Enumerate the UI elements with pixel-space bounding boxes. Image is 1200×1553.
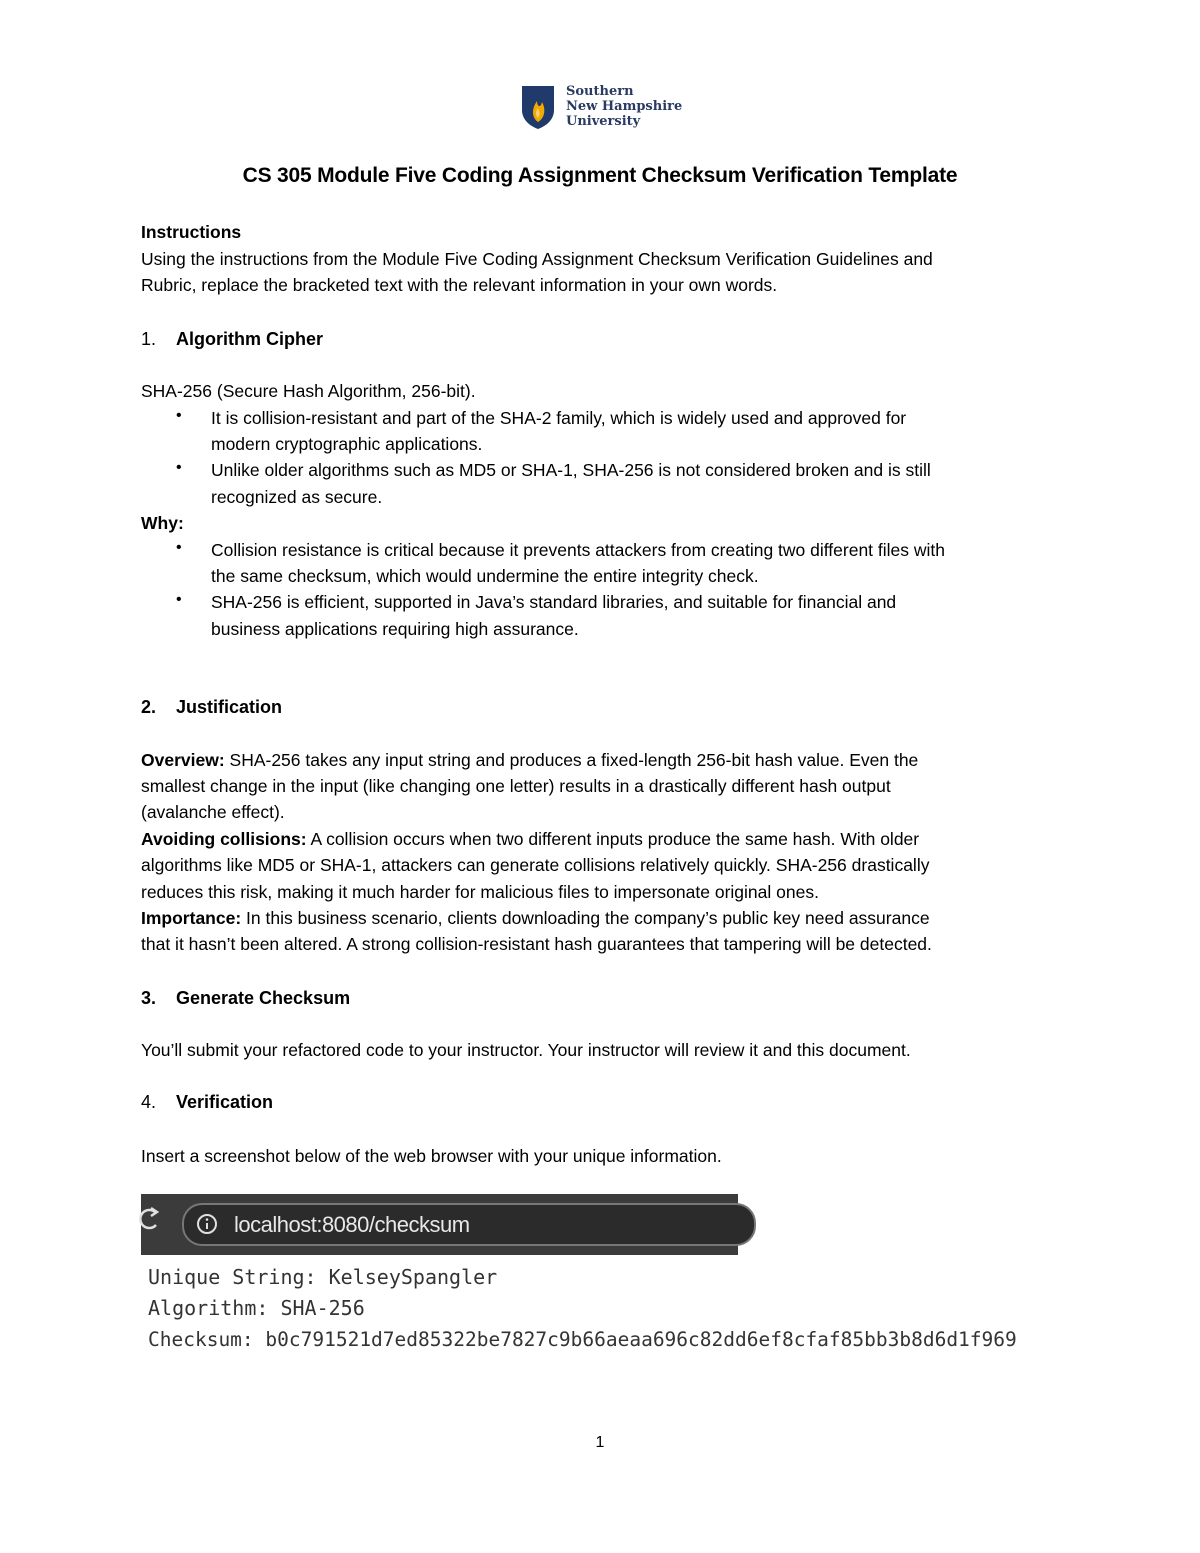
url-text: localhost:8080/checksum <box>234 1212 470 1237</box>
overview-line: (avalanche effect). <box>141 802 285 822</box>
output-unique-string: Unique String: KelseySpangler <box>148 1265 498 1289</box>
url-bar <box>182 1203 756 1246</box>
section-heading-justification: Justification <box>176 697 283 717</box>
why-label: Why: <box>141 513 184 533</box>
generate-checksum-text: You’ll submit your refactored code to your instructor. Your instructor will review it and this document. <box>141 1040 911 1060</box>
avoiding-collisions-text: A collision occurs when two different inputs produce the same hash. With older <box>306 829 920 849</box>
bullet-icon: • <box>176 459 182 476</box>
output-checksum: Checksum: b0c791521d7ed85322be7827c9b66aeaa696c82dd6ef8cfaf85bb3b8d6d1f969 <box>148 1328 1017 1351</box>
overview-paragraph <box>141 747 918 774</box>
bullet-text: modern cryptographic applications. <box>211 434 483 454</box>
section-number: 3. <box>141 988 157 1008</box>
bullet-icon: • <box>176 539 182 556</box>
logo-line: New Hampshire <box>566 99 683 114</box>
importance-paragraph <box>141 905 930 932</box>
instructions-heading: Instructions <box>141 222 242 242</box>
instructions-line: Rubric, replace the bracketed text with the relevant information in your own words. <box>141 275 778 295</box>
avoiding-collisions-label: Avoiding collisions: <box>141 829 307 849</box>
avoiding-collisions-line: reduces this risk, making it much harder for malicious files to impersonate original ones. <box>141 882 819 902</box>
bullet-text: business applications requiring high assurance. <box>211 619 579 639</box>
avoiding-collisions-paragraph <box>141 826 919 853</box>
bullet-icon: • <box>176 591 182 608</box>
logo-line: University <box>566 114 641 129</box>
shield-flame-icon <box>520 84 556 130</box>
bullet-text: the same checksum, which would undermine the entire integrity check. <box>211 566 759 586</box>
university-name <box>566 84 682 129</box>
page-number: 1 <box>595 1434 605 1451</box>
overview-text: SHA-256 takes any input string and produces a fixed-length 256-bit hash value. Even the <box>224 750 919 770</box>
bullet-text: Collision resistance is critical because it prevents attackers from creating two different files with <box>211 540 946 560</box>
bullet-text: It is collision-resistant and part of the SHA-2 family, which is widely used and approved for <box>211 408 907 428</box>
section-heading-algorithm-cipher: Algorithm Cipher <box>176 329 323 349</box>
university-logo <box>520 84 690 132</box>
bullet-icon: • <box>176 407 182 424</box>
section-number: 4. <box>141 1092 157 1112</box>
importance-text: In this business scenario, clients downloading the company’s public key need assurance <box>241 908 930 928</box>
overview-label: Overview: <box>141 750 225 770</box>
algorithm-intro: SHA-256 (Secure Hash Algorithm, 256-bit). <box>141 381 476 401</box>
browser-screenshot-address-bar <box>141 1194 738 1255</box>
bullet-text: SHA-256 is efficient, supported in Java’s standard libraries, and suitable for financial and <box>211 592 897 612</box>
bullet-text: Unlike older algorithms such as MD5 or SHA-1, SHA-256 is not considered broken and is still <box>211 460 931 480</box>
section-number: 2. <box>141 697 157 717</box>
output-algorithm: Algorithm: SHA-256 <box>148 1296 365 1320</box>
bullet-text: recognized as secure. <box>211 487 383 507</box>
reload-icon <box>139 1206 161 1232</box>
document-title: CS 305 Module Five Coding Assignment Checksum Verification Template <box>242 164 958 187</box>
logo-line: Southern <box>566 84 634 99</box>
overview-line: smallest change in the input (like changing one letter) results in a drastically different hash output <box>141 776 891 796</box>
instructions-line: Using the instructions from the Module Five Coding Assignment Checksum Verification Guidelines and <box>141 249 933 269</box>
info-icon <box>196 1213 218 1235</box>
verification-text: Insert a screenshot below of the web browser with your unique information. <box>141 1146 722 1166</box>
importance-label: Importance: <box>141 908 242 928</box>
importance-line: that it hasn’t been altered. A strong collision-resistant hash guarantees that tampering will be detected. <box>141 934 932 954</box>
section-number: 1. <box>141 329 157 349</box>
section-heading-generate-checksum: Generate Checksum <box>176 988 351 1008</box>
section-heading-verification: Verification <box>176 1092 274 1112</box>
avoiding-collisions-line: algorithms like MD5 or SHA-1, attackers can generate collisions relatively quickly. SHA-256 drastically <box>141 855 930 875</box>
